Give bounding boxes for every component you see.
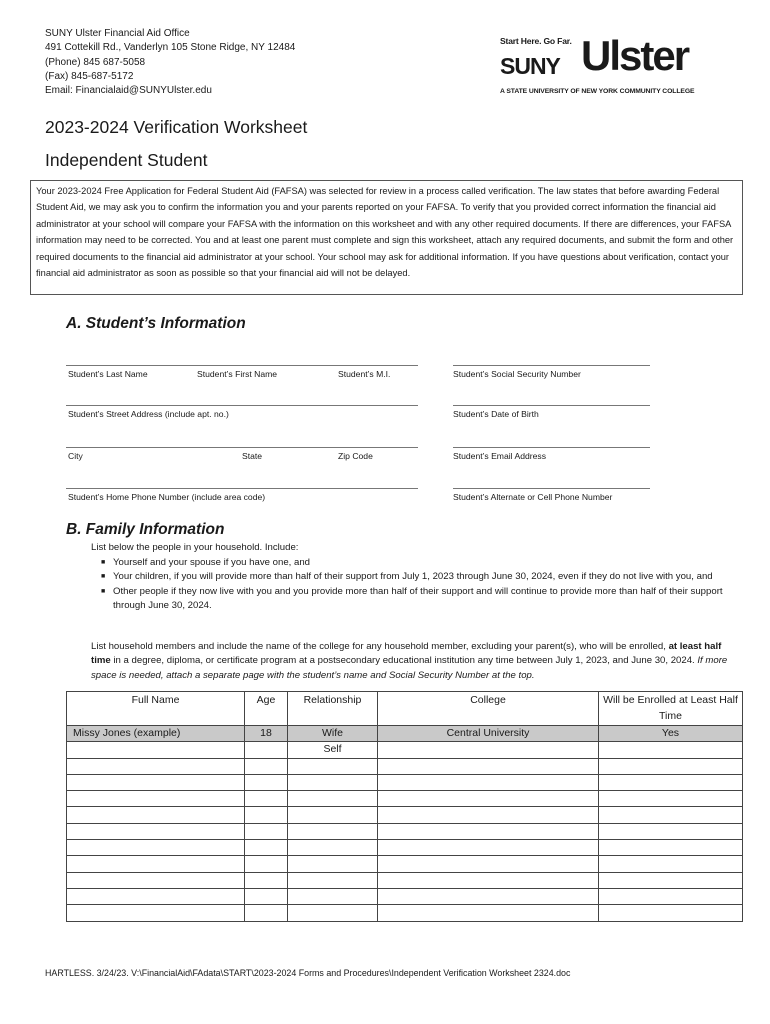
cell-enrolled[interactable] (599, 856, 743, 872)
table-row[interactable] (67, 791, 743, 807)
section-b-heading: B. Family Information (66, 521, 225, 538)
cell-age[interactable] (245, 823, 288, 839)
bullet-item (101, 585, 741, 614)
para-italic: If more space is needed, attach a separate page with the student’s name and Social Security Number at the top. (91, 655, 728, 681)
label-city: City (68, 451, 83, 461)
cell-full-name[interactable] (67, 807, 245, 823)
cell-relationship[interactable] (288, 905, 378, 921)
label-last-name: Student’s Last Name (68, 369, 148, 379)
table-row[interactable] (67, 888, 743, 904)
cell-full-name[interactable] (67, 905, 245, 921)
label-dob: Student’s Date of Birth (453, 409, 539, 419)
cell-full-name[interactable] (67, 742, 245, 758)
header-enrolled: Will be Enrolled at Least Half Time (599, 692, 743, 726)
cell-college[interactable] (378, 774, 599, 790)
bullet-text: Other people if they now live with you and you provide more than half of their support and will continue to provide more than half of their support through June 30, 2024. (113, 585, 723, 611)
label-ssn: Student’s Social Security Number (453, 369, 581, 379)
intro-box: Your 2023-2024 Free Application for Federal Student Aid (FAFSA) was selected for review in a process called verification. The law states that before awarding Federal Student Aid, we may ask you to confirm the information you and your parents reported on your FAFSA. To verify that you provided correct information the financial aid administrator at your school will compare your FAFSA with the information on this worksheet and with any other required documents. If there are differences, your FAFSA information may need to be corrected. You and at least one parent must complete and sign this worksheet, attach any required documents, and submit the form and other required documents to the financial aid administrator at your school. Your school may ask for additional information. If you have questions about verification, contact your financial aid administrator as soon as possible so that your financial aid will not be delayed. (30, 180, 743, 295)
example-row (67, 726, 743, 742)
cell-relationship[interactable] (288, 823, 378, 839)
cell-full-name[interactable] (67, 856, 245, 872)
logo-subtitle: A STATE UNIVERSITY OF NEW YORK COMMUNITY COLLEGE (500, 88, 695, 95)
header-full-name: Full Name (67, 692, 245, 726)
office-address: 491 Cottekill Rd., Vanderlyn 105 Stone Ridge, NY 12484 (45, 42, 296, 54)
cell-enrolled[interactable] (599, 840, 743, 856)
label-first-name: Student’s First Name (197, 369, 278, 379)
cell-college[interactable] (378, 791, 599, 807)
office-name: SUNY Ulster Financial Aid Office (45, 28, 190, 39)
cell-age[interactable] (245, 742, 288, 758)
table-row[interactable] (67, 872, 743, 888)
table-row[interactable] (67, 774, 743, 790)
table-header-row (67, 692, 743, 726)
household-table (66, 691, 743, 922)
cell-enrolled[interactable] (599, 758, 743, 774)
logo-tagline: Start Here. Go Far. (500, 36, 572, 46)
household-bullets (101, 556, 741, 613)
table-row[interactable] (67, 823, 743, 839)
cell-enrolled: Yes (599, 726, 743, 742)
section-a-heading: A. Student’s Information (66, 315, 246, 332)
cell-relationship[interactable] (288, 774, 378, 790)
cell-full-name: Missy Jones (example) (67, 726, 245, 742)
cell-relationship[interactable] (288, 888, 378, 904)
cell-enrolled[interactable] (599, 823, 743, 839)
cell-age[interactable] (245, 807, 288, 823)
office-fax: (Fax) 845-687-5172 (45, 70, 134, 82)
cell-age[interactable] (245, 791, 288, 807)
cell-age[interactable] (245, 758, 288, 774)
cell-college[interactable] (378, 905, 599, 921)
ssn-line[interactable] (453, 365, 650, 366)
suny-ulster-logo (498, 26, 730, 100)
table-row[interactable] (67, 905, 743, 921)
label-street: Student’s Street Address (include apt. no.) (68, 409, 229, 419)
cell-enrolled[interactable] (599, 791, 743, 807)
section-b-intro: List below the people in your household. Include: (91, 542, 299, 553)
cell-enrolled[interactable] (599, 872, 743, 888)
cell-relationship: Wife (288, 726, 378, 742)
office-email: Email: Financialaid@SUNYUlster.edu (45, 85, 212, 97)
page-title: 2023-2024 Verification Worksheet (45, 117, 308, 137)
cell-college[interactable] (378, 823, 599, 839)
label-zip: Zip Code (338, 451, 373, 461)
cell-enrolled[interactable] (599, 807, 743, 823)
footer-path: HARTLESS. 3/24/23. V:\FinancialAid\FAdata\START\2023-2024 Forms and Procedures\Independent Verification Worksheet 2324.doc (45, 968, 571, 978)
header-college: College (378, 692, 599, 726)
para-text: List household members and include the name of the college for any household member, excluding your parent(s), who will be enrolled, (91, 641, 669, 652)
cell-relationship[interactable] (288, 856, 378, 872)
bullet-item (101, 570, 741, 584)
section-b-instructions (91, 640, 741, 683)
cell-college[interactable] (378, 888, 599, 904)
cell-college[interactable] (378, 758, 599, 774)
cell-age[interactable] (245, 856, 288, 872)
cell-full-name[interactable] (67, 888, 245, 904)
cell-age[interactable] (245, 872, 288, 888)
table-row[interactable] (67, 807, 743, 823)
cell-enrolled[interactable] (599, 888, 743, 904)
label-state: State (242, 451, 263, 461)
cell-enrolled[interactable] (599, 742, 743, 758)
cell-enrolled[interactable] (599, 774, 743, 790)
cell-college[interactable] (378, 742, 599, 758)
table-row[interactable] (67, 856, 743, 872)
cell-full-name[interactable] (67, 872, 245, 888)
label-mi: Student’s M.I. (338, 369, 391, 379)
cell-relationship[interactable] (288, 758, 378, 774)
cell-age: 18 (245, 726, 288, 742)
street-line[interactable] (66, 405, 418, 406)
cell-age[interactable] (245, 905, 288, 921)
cell-age[interactable] (245, 888, 288, 904)
label-alt-phone: Student’s Alternate or Cell Phone Number (453, 492, 613, 502)
table-row[interactable] (67, 840, 743, 856)
logo-suny: SUNY (500, 53, 560, 79)
home-phone-line[interactable] (66, 488, 418, 489)
bullet-text: Your children, if you will provide more than half of their support from July 1, 2023 through June 30, 2024, even if they do not live with you, and (113, 571, 713, 583)
cell-relationship[interactable] (288, 791, 378, 807)
cell-age[interactable] (245, 774, 288, 790)
office-info (45, 27, 295, 98)
cell-full-name[interactable] (67, 774, 245, 790)
header-age: Age (245, 692, 288, 726)
page-subtitle: Independent Student (45, 150, 208, 170)
para-text: in a degree, diploma, or certificate program at a postsecondary educational institution any time between July 1, 2023, and June 30, 2024. (110, 655, 698, 667)
bullet-icon: ■ (101, 587, 106, 595)
cell-college[interactable] (378, 872, 599, 888)
email-line[interactable] (453, 447, 650, 448)
bullet-text: Yourself and your spouse if you have one, and (113, 557, 310, 568)
cell-relationship[interactable] (288, 807, 378, 823)
bullet-item (101, 556, 741, 570)
office-phone: (Phone) 845 687-5058 (45, 56, 146, 68)
cell-full-name[interactable] (67, 758, 245, 774)
alt-phone-line[interactable] (453, 488, 650, 489)
cell-college[interactable] (378, 807, 599, 823)
label-home-phone: Student’s Home Phone Number (include area code) (68, 492, 266, 502)
cell-relationship[interactable] (288, 840, 378, 856)
city-state-zip-line[interactable] (66, 447, 418, 448)
table-row[interactable] (67, 758, 743, 774)
cell-relationship: Self (288, 742, 378, 758)
logo-ulster: Ulster (581, 32, 689, 79)
cell-full-name[interactable] (67, 840, 245, 856)
header-relationship: Relationship (288, 692, 378, 726)
label-email: Student’s Email Address (453, 451, 546, 461)
cell-full-name[interactable] (67, 791, 245, 807)
cell-relationship[interactable] (288, 872, 378, 888)
cell-full-name[interactable] (67, 823, 245, 839)
cell-enrolled[interactable] (599, 905, 743, 921)
cell-age[interactable] (245, 840, 288, 856)
self-row[interactable] (67, 742, 743, 758)
bullet-icon: ■ (101, 559, 106, 566)
cell-college[interactable] (378, 856, 599, 872)
para-bold: at least half time (91, 641, 722, 667)
dob-line[interactable] (453, 405, 650, 406)
name-line[interactable] (66, 365, 418, 366)
cell-college: Central University (378, 726, 599, 742)
cell-college[interactable] (378, 840, 599, 856)
bullet-icon: ■ (101, 573, 106, 581)
